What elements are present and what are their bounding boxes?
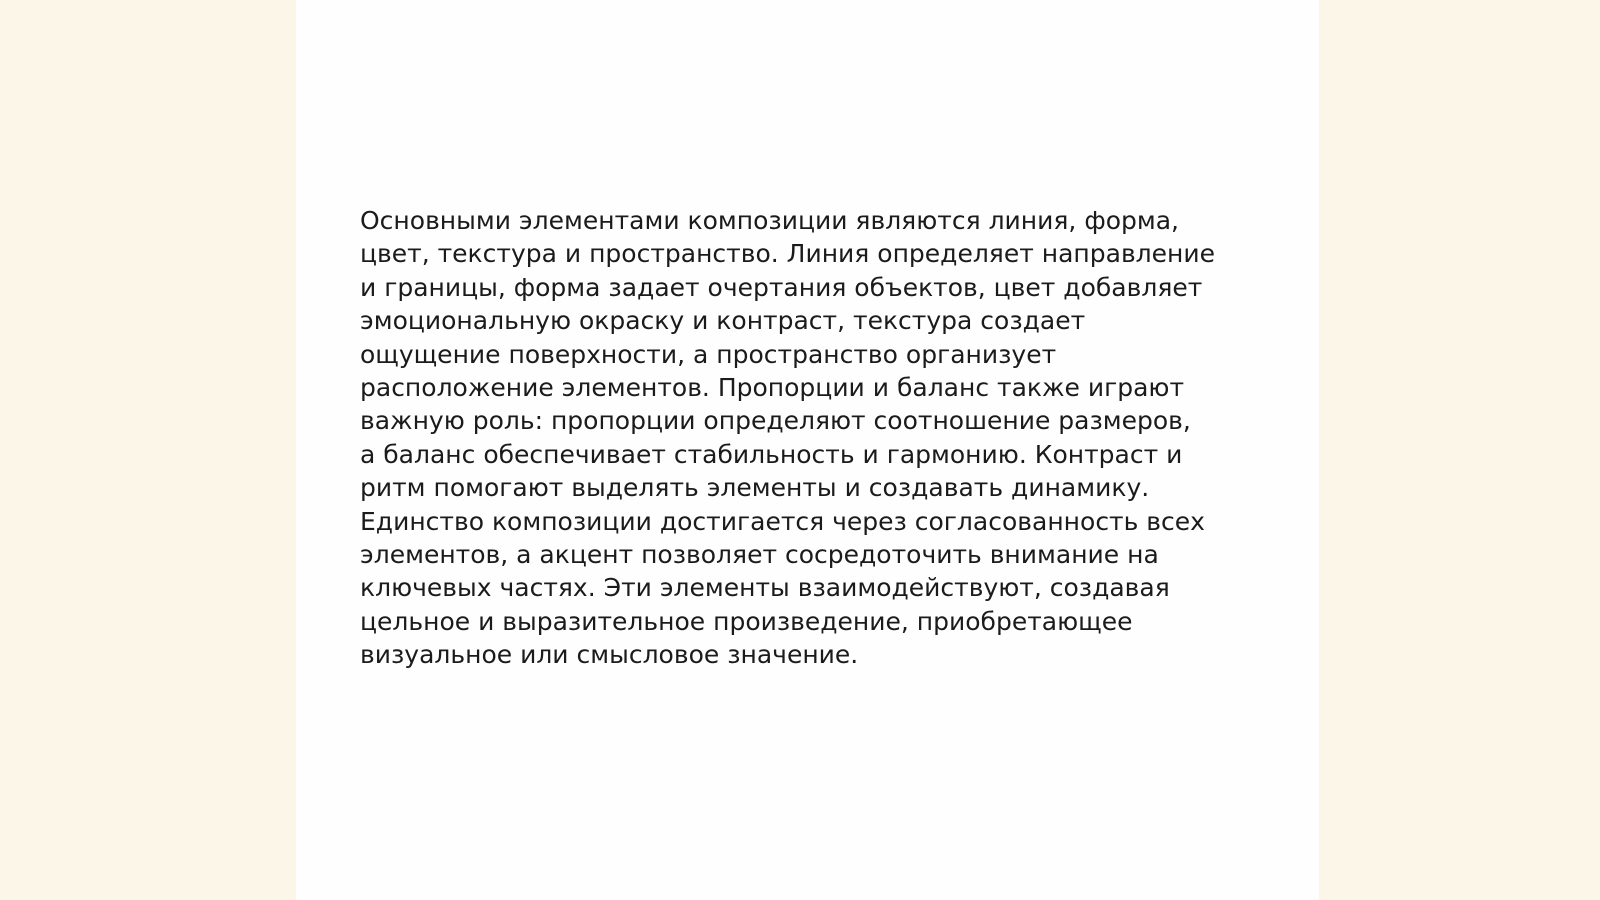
slide-body-text: Основными элементами композиции являются линия, форма, цвет, текстура и пространство. Линия определяет направление и границы, форма задает очертания объектов, цвет добавляет эмоциональную окраску и контраст, текстура создает ощущение поверхности, а пространство организует расположение элементов. Пропорции и баланс также играют важную роль: пропорции определяют соотношение размеров, а баланс обеспечивает стабильность и гармонию. Контраст и ритм помогают выделять элементы и создавать динамику. Единство композиции достигается через согласованность всех элементов, а акцент позволяет сосредоточить внимание на ключевых частях. Эти элементы взаимодействуют, создавая цельное и выразительное произведение, приобретающее визуальное или смысловое значение. [360,206,1216,670]
slide [296,0,1319,900]
